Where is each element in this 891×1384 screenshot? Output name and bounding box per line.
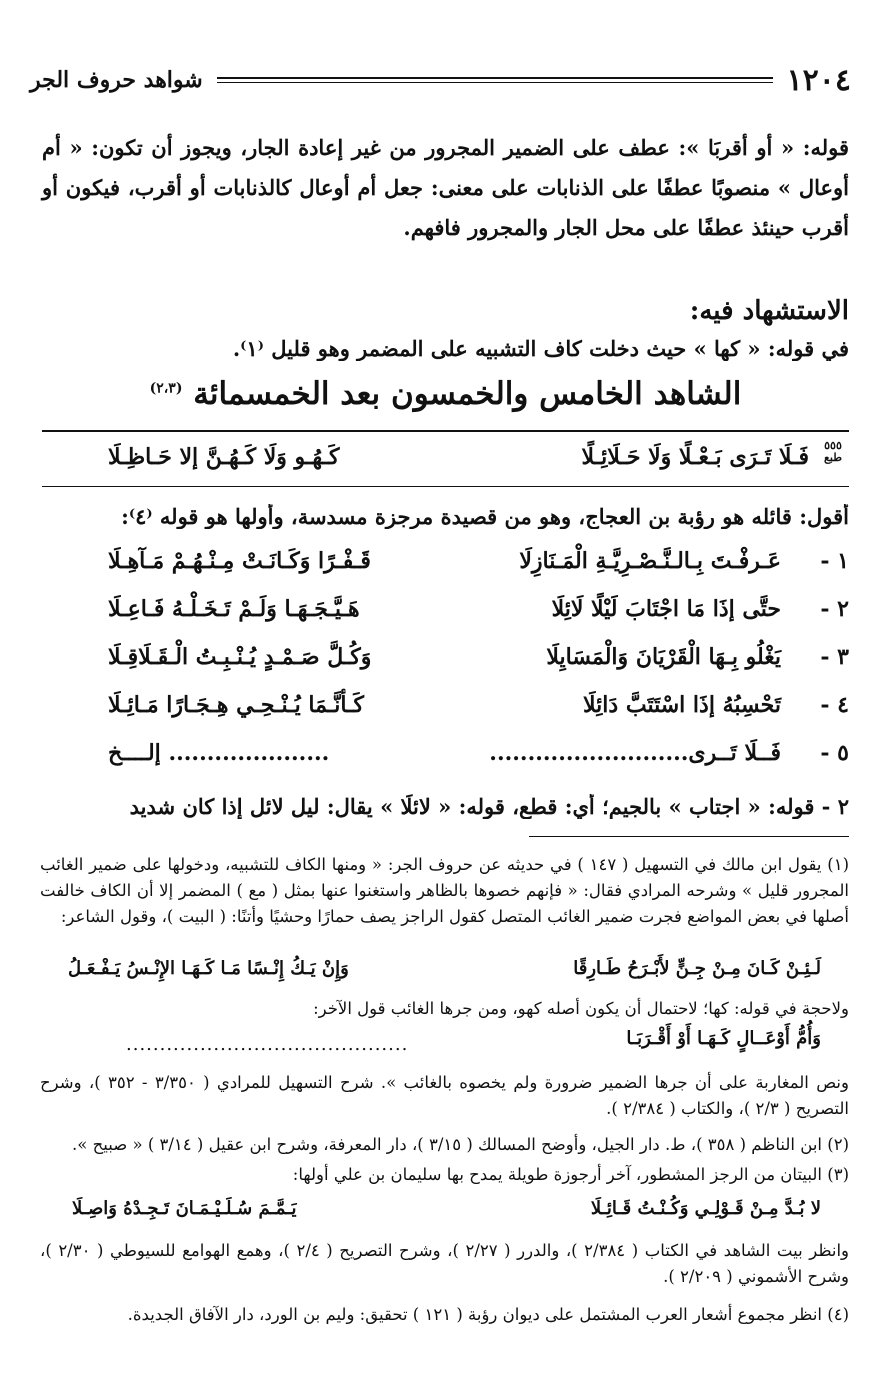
- shahid-number: ٥٥٥: [824, 439, 842, 452]
- running-header: [30, 60, 851, 100]
- footnote-1-sources: ونص المغاربة على أن جرها الضمير ضرورة ولم يخصوه بالغائب ». شرح التسهيل للمرادي ( ٣/٣٥٠ - ٣٥٢ )، وشرح التصريح ( ٢/٣ )، والكتاب ( ٢/٣٨٤ ).: [40, 1073, 849, 1118]
- edition-label: طبع: [824, 451, 842, 464]
- footnote-verse-second-hemistich: وَإِنْ يَـكُ إِنْـسًا مَـا كَـهَـا الإِنْـسُ يَـفْـعَـلُ: [68, 958, 349, 979]
- aqul-text: أقول: قائله هو رؤبة بن العجاج، وهو من قصيدة مرجزة مسدسة، وأولها هو قوله ⁽٤⁾:: [121, 504, 849, 529]
- sharh-text: ٢ - قوله: « اجتاب » بالجيم؛ أي: قطع، قوله: « لائلَا » يقال: ليل لائل إذا كان شديد: [129, 794, 849, 819]
- header-rule: [217, 77, 773, 83]
- top-rule: [42, 430, 849, 432]
- verse-number: ٢ -: [820, 596, 849, 622]
- footnote-4: (٤) انظر مجموع أشعار العرب المشتمل على ديوان رؤبة ( ١٢١ ) تحقيق: وليم بن الورد، دار الآفاق الجديدة.: [127, 1305, 849, 1324]
- footnote-1: (١) يقول ابن مالك في التسهيل ( ١٤٧ ) في حديثه عن حروف الجر: « ومنها الكاف للتشبيه، ودخولها على ضمير الغائب المجرور قليل » وشرحه المرادي فقال: « فإنهم خصوها بالظاهر واستغنوا عنها بمثل ( مع ) المضمر إلا أن الكاف خالفت أصلها في بعض المواضع فجرت ضمير الغائب المتصل كقول الراجز يصف حمارًا وحشيًا وأتنًا: ( البيت )، وقول الشاعر:: [40, 855, 849, 926]
- page-number: ١٢٠٤: [786, 62, 851, 98]
- footnote-verse-first-hemistich: وَأُمُّ أَوْعَــالٍ كَـهَـا أَوْ أَقْـرَبَـا: [626, 1028, 821, 1049]
- verse-second-hemistich: وَكُـلَّ صَـمْـدٍ يُـنْـبِـتُ الْـقَـلَاقِـلَا: [108, 644, 372, 670]
- edition-mark: [815, 440, 851, 464]
- footnote-separator: [529, 836, 849, 837]
- verse-second-hemistich: ..................... إلــــخ: [108, 740, 330, 766]
- verse-first-hemistich: يَغْلُو بِـهَا الْقَرْيَانَ وَالْمَسَايِلَا: [546, 644, 781, 670]
- verse-number: ١ -: [820, 548, 849, 574]
- verse-number: ٣ -: [820, 644, 849, 670]
- footnote-1-continued: ولاحجة في قوله: كها؛ لاحتمال أن يكون أصله كهو، ومن جرها الغائب قول الآخر:: [313, 999, 849, 1018]
- verse-first-hemistich: حتَّى إذَا مَا اجْتَابَ لَيْلًا لَائِلَا: [551, 596, 781, 622]
- section-heading: الاستشهاد فيه:: [689, 296, 849, 326]
- istishhad-text: في قوله: « كها » حيث دخلت كاف التشبيه على المضمر وهو قليل ⁽١⁾.: [232, 336, 849, 361]
- shahid-title-refs: (٢،٣): [149, 380, 183, 397]
- verse-first-hemistich: تَحْسِبُهُ إذَا اسْتَتَبَّ دَائِلَا: [583, 692, 781, 718]
- bottom-rule: [42, 486, 849, 487]
- footnote-verse-first-hemistich: لَـئِـنْ كَـانَ مِـنْ جِـنٍّ لأَبْـرَحُ طَـارِقًا: [573, 958, 821, 979]
- running-title: شواهد حروف الجر: [30, 67, 203, 93]
- verse-first-hemistich: عَـرفْـتَ بِـالـنَّـصْـرِيَّـةِ الْمَـنَازِلَا: [519, 548, 781, 574]
- verse-number: ٥ -: [820, 740, 849, 766]
- shahid-title: [0, 376, 891, 412]
- footnote-verse-first-hemistich: لا بُـدَّ مِـنْ قَـوْلِـي وَكُـنْـتُ قَـائِـلَا: [590, 1198, 821, 1219]
- verse-second-hemistich: قَـفْـرًا وَكَـانَـتْ مِـنْـهُـمْ مَـآهِـلَا: [108, 548, 371, 574]
- verse-number: ٤ -: [820, 692, 849, 718]
- footnote-verse-second-hemistich: يَـمَّـمَ سُـلَـيْـمَـانَ تَـجِـدْهُ وَاصِـلَا: [72, 1198, 297, 1219]
- verse-first-hemistich: فَــلَا تَــرى..........................: [489, 740, 781, 766]
- footnote-2: (٢) ابن الناظم ( ٣٥٨ )، ط. دار الجيل، وأوضح المسالك ( ٣/١٥ )، دار المعرفة، وشرح ابن عقيل ( ٣/١٤ ) « صبيح ».: [72, 1135, 849, 1154]
- verse-second-hemistich: كَـأنَّـمَا يُـنْـحِـي هِـجَـارًا مَـائِـلَا: [108, 692, 364, 718]
- shahid-title-text: الشاهد الخامس والخمسون بعد الخمسمائة: [193, 376, 742, 412]
- footnote-verse-ellipsis: ..........................................: [126, 1034, 409, 1055]
- shahid-hemistich-first: فَـلَا تَـرَى بَـعْـلًا وَلَا حَـلَائِـلًا: [581, 444, 809, 470]
- verse-second-hemistich: هَـيَّـجَـهَـا وَلَـمْ تَـخَـلْـهُ فَـاعِـلَا: [108, 596, 360, 622]
- commentary-paragraph: قوله: « أو أقربَا »: عطف على الضمير المجرور من غير إعادة الجار، ويجوز أن تكون: « أم أوعال » منصوبًا عطفًا على الذنابات على معنى: جعل أم أوعال كالذنابات أو أقرب، فيكون أو أقرب حينئذ عطفًا على محل الجار والمجرور فافهم.: [42, 135, 849, 240]
- footnote-3-sources: وانظر بيت الشاهد في الكتاب ( ٢/٣٨٤ )، والدرر ( ٢/٢٧ )، وشرح التصريح ( ٢/٤ )، وهمع الهوامع للسيوطي ( ٢/٣٠ )، وشرح الأشموني ( ٢/٢٠٩ ).: [40, 1241, 850, 1286]
- shahid-hemistich-second: كَـهُـو وَلَا كَـهُـنَّ إلا حَـاظِـلَا: [108, 444, 340, 470]
- footnote-3: (٣) البيتان من الرجز المشطور، آخر أرجوزة طويلة يمدح بها سليمان بن علي أولها:: [292, 1165, 849, 1184]
